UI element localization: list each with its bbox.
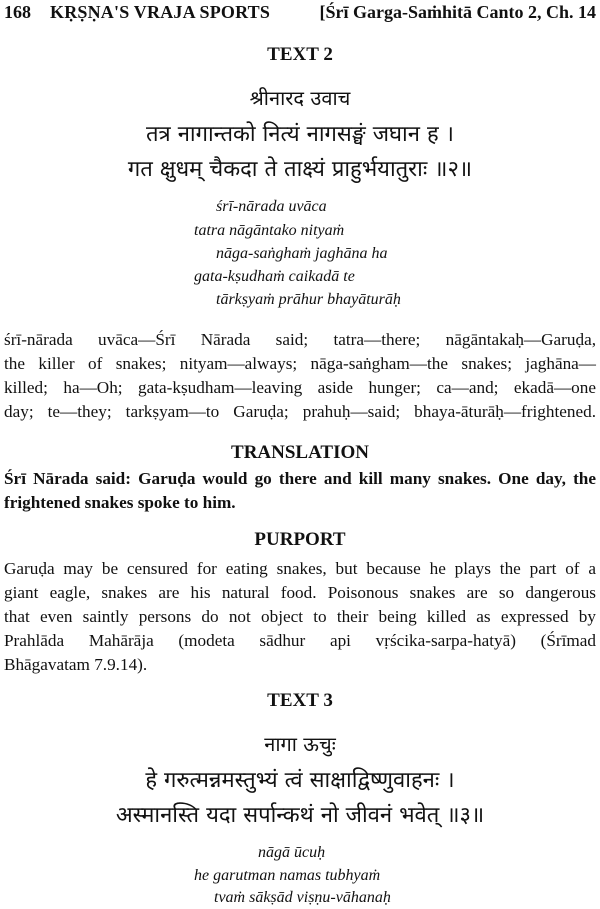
purport-line: Garuḍa may be censured for eating snakes, but because he plays the part of a	[4, 559, 596, 578]
translation-text	[4, 467, 596, 515]
text3-speaker: नागा ऊचुः	[264, 732, 336, 756]
text2-heading: TEXT 2	[267, 44, 333, 65]
synonyms-line: killed; ha—Oh; gata-kṣudham—leaving aside hunger; ca—and; ekadā—one	[4, 378, 596, 397]
text2-translit-line-4: gata-kṣudhaṁ caikadā te	[194, 268, 355, 285]
book-title: KṚṢṆA'S VRAJA SPORTS	[50, 2, 271, 22]
text3-verse-line-2: अस्मानस्ति यदा सर्पान्कथं नो जीवनं भवेत् ॥३॥	[115, 803, 485, 828]
text2-synonyms	[4, 328, 596, 424]
purport-line: giant eagle, snakes are his natural food. Poisonous snakes are so dangerous	[4, 583, 596, 602]
text3-translit-line-2: he garutman namas tubhyaṁ	[194, 867, 381, 884]
page-number: 168	[4, 2, 31, 22]
purport-text	[4, 557, 596, 677]
text2-speaker: श्रीनारद उवाच	[249, 86, 351, 110]
translation-line: Śrī Nārada said: Garuḍa would go there and kill many snakes. One day, the	[4, 469, 596, 488]
text2-verse-line-1: तत्र नागान्तको नित्यं नागसङ्घं जघान ह ।	[146, 122, 454, 147]
translation-heading: TRANSLATION	[231, 442, 369, 463]
text3-verse-line-1: हे गरुत्मन्नमस्तुभ्यं त्वं साक्षाद्विष्णुवाहनः ।	[145, 768, 455, 793]
text3-translit-line-1: nāgā ūcuḥ	[258, 844, 326, 861]
text3-heading: TEXT 3	[267, 690, 333, 711]
purport-line: Prahlāda Mahārāja (modeta sādhur api vṛścika-sarpa-hatyā) (Śrīmad	[4, 631, 596, 650]
text2-translit-line-5: tārkṣyaṁ prāhur bhayāturāḥ	[216, 291, 401, 308]
purport-heading: PURPORT	[254, 529, 346, 550]
text2-translit-line-3: nāga-saṅghaṁ jaghāna ha	[216, 245, 388, 262]
text2-translit-line-1: śrī-nārada uvāca	[216, 198, 327, 215]
synonyms-line: the killer of snakes; nityam—always; nāga-saṅgham—the snakes; jaghāna—	[4, 354, 596, 373]
translation-line: frightened snakes spoke to him.	[4, 493, 236, 512]
text2-translit-line-2: tatra nāgāntako nityaṁ	[194, 222, 345, 239]
purport-line: that even saintly persons do not object to their being killed as expressed by	[4, 607, 596, 626]
text2-verse-line-2: गत क्षुधम् चैकदा ते ताक्ष्यं प्राहुर्भयातुराः ॥२॥	[127, 157, 473, 182]
chapter-reference: [Śrī Garga-Saṁhitā Canto 2, Ch. 14	[319, 2, 596, 22]
text3-translit-line-3: tvaṁ sākṣād viṣṇu-vāhanaḥ	[214, 889, 391, 906]
synonyms-line: day; te—they; tarkṣyam—to Garuḍa; prahuḥ—said; bhaya-āturāḥ—frightened.	[4, 402, 596, 421]
purport-line: Bhāgavatam 7.9.14).	[4, 655, 148, 674]
running-header	[4, 2, 596, 26]
synonyms-line: śrī-nārada uvāca—Śrī Nārada said; tatra—there; nāgāntakaḥ—Garuḍa,	[4, 330, 596, 349]
